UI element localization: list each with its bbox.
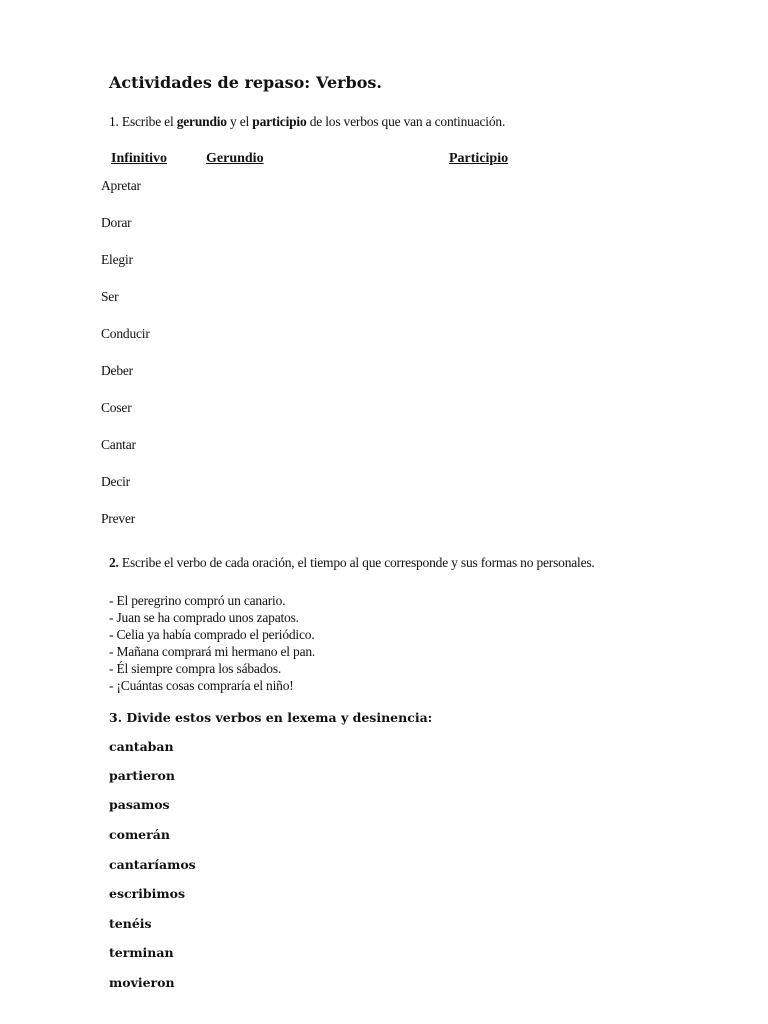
column-header-participio: Participio	[449, 151, 509, 166]
q3-verb-item: pasamos	[109, 797, 170, 812]
question-1-bold-participio: participio	[252, 114, 307, 129]
verb-item: Conducir	[101, 326, 150, 341]
verb-item: Ser	[101, 289, 119, 304]
sentence-item: - El peregrino compró un canario.	[109, 593, 286, 608]
question-2-text: Escribe el verbo de cada oración, el tiempo al que corresponde y sus formas no personales.	[118, 555, 595, 570]
q3-verb-item: tenéis	[109, 916, 152, 931]
verb-item: Coser	[101, 400, 132, 415]
sentence-item: - Mañana comprará mi hermano el pan.	[109, 644, 316, 659]
question-1	[109, 114, 505, 130]
q3-verb-item: terminan	[109, 945, 174, 960]
title-activities: Actividades de repaso:	[109, 73, 311, 92]
verb-item: Dorar	[101, 215, 132, 230]
sentence-item: - Él siempre compra los sábados.	[109, 661, 282, 676]
q3-verb-item: escribimos	[109, 886, 186, 901]
question-1-prefix: 1. Escribe el	[109, 114, 177, 129]
q3-verb-item: partieron	[109, 768, 175, 783]
question-1-bold-gerundio: gerundio	[176, 114, 227, 129]
question-2	[109, 555, 595, 571]
question-3: 3. Divide estos verbos en lexema y desinencia:	[109, 710, 433, 725]
sentence-item: - Juan se ha comprado unos zapatos.	[109, 610, 299, 625]
title-verbs: Verbos.	[316, 73, 382, 92]
column-header-infinitivo: Infinitivo	[111, 151, 168, 166]
q3-verb-item: movieron	[109, 975, 175, 990]
q3-verb-item: comerán	[109, 827, 170, 842]
verb-item: Apretar	[101, 178, 141, 193]
question-1-mid: y el	[226, 114, 253, 129]
sentence-item: - ¡Cuántas cosas compraría el niño!	[109, 678, 294, 693]
verb-item: Decir	[101, 474, 130, 489]
sentence-item: - Celia ya había comprado el periódico.	[109, 627, 315, 642]
q3-verb-item: cantaríamos	[109, 857, 196, 872]
question-2-number: 2.	[109, 555, 119, 570]
verb-item: Deber	[101, 363, 133, 378]
q3-verb-item: cantaban	[109, 739, 174, 754]
column-header-gerundio: Gerundio	[206, 151, 264, 166]
verb-item: Prever	[101, 511, 136, 526]
verb-item: Cantar	[101, 437, 136, 452]
sentence-list	[109, 592, 315, 694]
question-1-suffix: de los verbos que van a continuación.	[306, 114, 506, 129]
verb-item: Elegir	[101, 252, 133, 267]
